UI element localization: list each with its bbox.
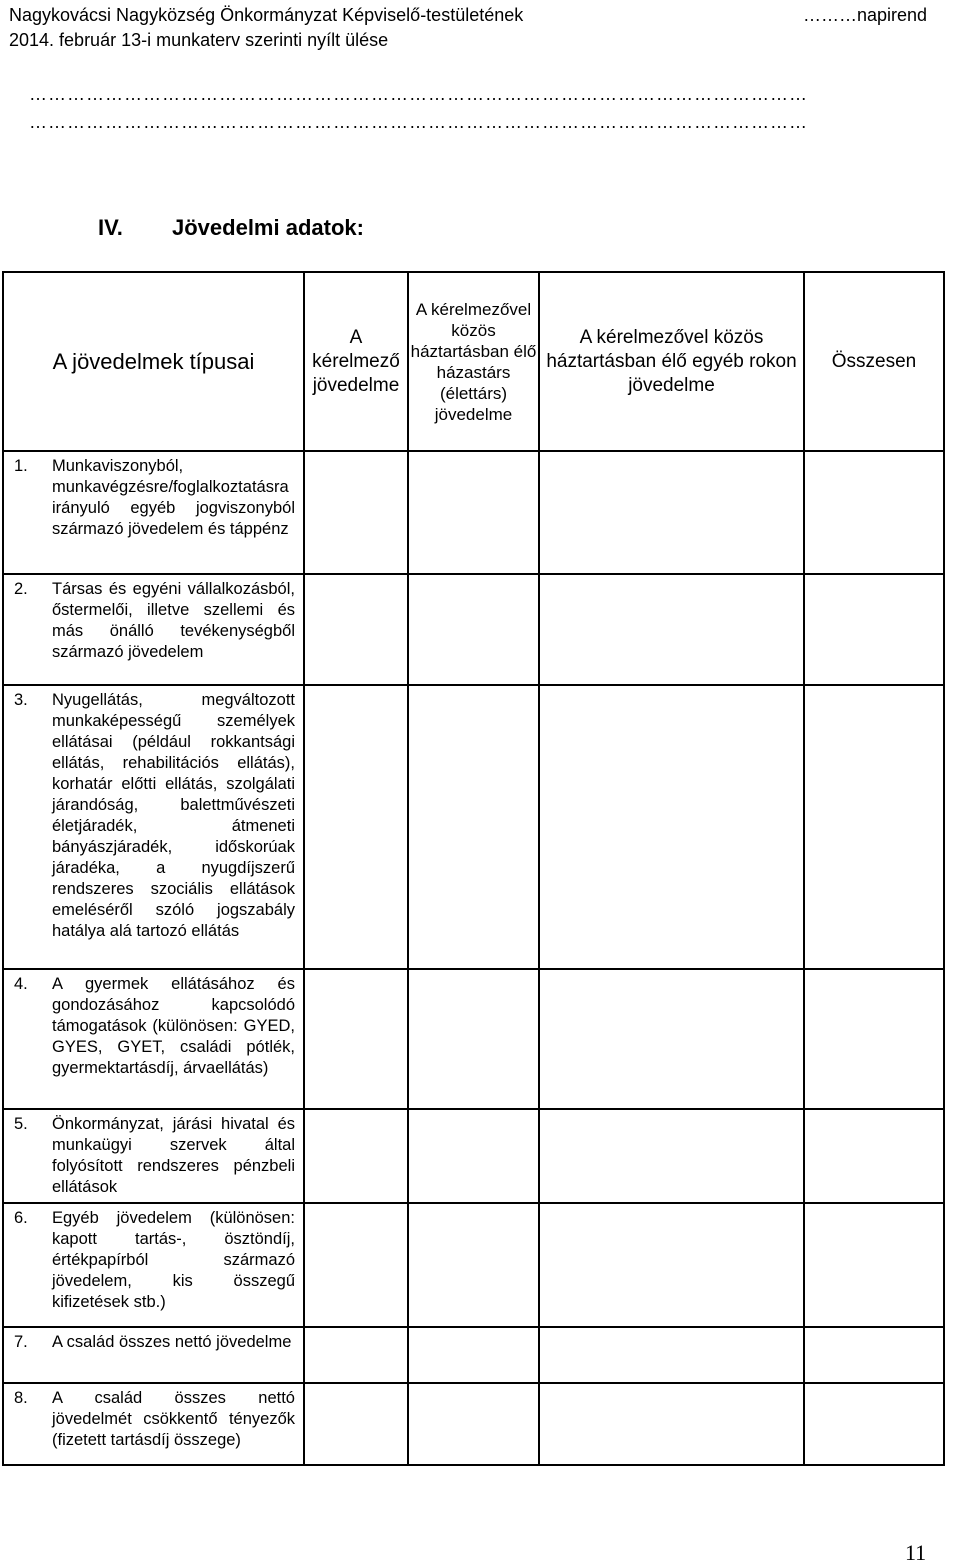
spouse-income-cell[interactable] — [408, 1203, 539, 1327]
income-type-cell — [3, 451, 304, 574]
header-spouse-income: A kérelmezővel közös háztartásban élő házastárs (élettárs) jövedelme — [408, 272, 539, 451]
applicant-income-cell[interactable] — [304, 1109, 408, 1203]
table-row — [3, 969, 944, 1109]
income-table — [2, 271, 945, 1466]
income-type-text — [4, 970, 303, 1083]
total-cell[interactable] — [804, 451, 944, 574]
total-cell[interactable] — [804, 1109, 944, 1203]
dotted-line-2: …………………………………………………………………………………………………………… — [29, 112, 808, 132]
row-number: 2. — [14, 580, 28, 598]
council-name: Nagykovácsi Nagyközség Önkormányzat Képviselő-testületének — [9, 5, 524, 25]
total-cell[interactable] — [804, 1203, 944, 1327]
income-type-cell — [3, 574, 304, 685]
table-header-row — [3, 272, 944, 451]
relative-income-cell[interactable] — [539, 1203, 804, 1327]
dotted-line-1: …………………………………………………………………………………………………………… — [29, 84, 808, 104]
table-row — [3, 1327, 944, 1383]
spouse-income-cell[interactable] — [408, 451, 539, 574]
header-applicant-income: A kérelmező jövedelme — [304, 272, 408, 451]
header-line-2 — [9, 28, 927, 53]
row-number: 3. — [14, 691, 28, 709]
income-type-text — [4, 686, 303, 946]
income-type-text — [4, 575, 303, 667]
table-row — [3, 1383, 944, 1465]
row-label: Nyugellátás, megváltozott munkaképességű személyek ellátásai (például rokkantsági ellátás, rehabilitációs ellátás), korhatár előtti ellátás, szolgálati járandóság, balettművészeti életjáradék, átmeneti bányászjáradék, időskorúak járadéka, a nyugdíjszerű rendszeres szociális ellátások emeléséről szóló jogszabály hatálya alá tartozó ellátás — [52, 691, 295, 940]
total-cell[interactable] — [804, 969, 944, 1109]
income-type-cell — [3, 1327, 304, 1383]
row-label: A család összes nettó jövedelmét csökkentő tényezők (fizetett tartásdíj összege) — [52, 1389, 295, 1449]
income-type-cell — [3, 685, 304, 969]
header-income-type: A jövedelmek típusai — [3, 272, 304, 451]
page-number: 11 — [905, 1540, 927, 1565]
row-label: A család összes nettó jövedelme — [52, 1333, 292, 1351]
income-type-cell — [3, 1203, 304, 1327]
table-row — [3, 1203, 944, 1327]
row-label: Munkaviszonyból, munkavégzésre/foglalkoztatásra irányuló egyéb jogviszonyból származó jövedelem és táppénz — [52, 457, 295, 538]
spouse-income-cell[interactable] — [408, 1327, 539, 1383]
row-label: Társas és egyéni vállalkozásból, őstermelői, illetve szellemi és más önálló tevékenységből származó jövedelem — [52, 580, 295, 661]
total-cell[interactable] — [804, 685, 944, 969]
section-heading: Jövedelmi adatok: — [172, 215, 364, 240]
row-number: 1. — [14, 457, 28, 475]
header-relative-income: A kérelmezővel közös háztartásban élő egyéb rokon jövedelme — [539, 272, 804, 451]
applicant-income-cell[interactable] — [304, 574, 408, 685]
applicant-income-cell[interactable] — [304, 1383, 408, 1465]
applicant-income-cell[interactable] — [304, 451, 408, 574]
spouse-income-cell[interactable] — [408, 1383, 539, 1465]
row-number: 6. — [14, 1209, 28, 1227]
income-type-text — [4, 1110, 303, 1202]
relative-income-cell[interactable] — [539, 1383, 804, 1465]
header-line-1 — [9, 3, 927, 28]
spouse-income-cell[interactable] — [408, 685, 539, 969]
relative-income-cell[interactable] — [539, 1109, 804, 1203]
row-number: 5. — [14, 1115, 28, 1133]
relative-income-cell[interactable] — [539, 969, 804, 1109]
income-type-cell — [3, 1383, 304, 1465]
income-type-text — [4, 1328, 303, 1357]
row-number: 8. — [14, 1389, 28, 1407]
header-total: Összesen — [804, 272, 944, 451]
meeting-date: 2014. február 13-i munkaterv szerinti nyílt ülése — [9, 30, 389, 50]
applicant-income-cell[interactable] — [304, 1327, 408, 1383]
row-label: Egyéb jövedelem (különösen: kapott tartás-, ösztöndíj, értékpapírból származó jövedelem, kis összegű kifizetések stb.) — [52, 1209, 295, 1311]
agenda-item: ………napirend — [802, 5, 927, 25]
row-number: 7. — [14, 1333, 28, 1351]
table-row — [3, 574, 944, 685]
income-type-cell — [3, 969, 304, 1109]
total-cell[interactable] — [804, 574, 944, 685]
total-cell[interactable] — [804, 1327, 944, 1383]
row-label: Önkormányzat, járási hivatal és munkaügyi szervek által folyósított rendszeres pénzbeli ellátások — [52, 1115, 295, 1196]
section-title — [98, 215, 364, 241]
income-type-cell — [3, 1109, 304, 1203]
applicant-income-cell[interactable] — [304, 1203, 408, 1327]
spouse-income-cell[interactable] — [408, 574, 539, 685]
income-type-text — [4, 1204, 303, 1317]
relative-income-cell[interactable] — [539, 451, 804, 574]
applicant-income-cell[interactable] — [304, 969, 408, 1109]
table-row — [3, 451, 944, 574]
table-row — [3, 1109, 944, 1203]
relative-income-cell[interactable] — [539, 574, 804, 685]
row-number: 4. — [14, 975, 28, 993]
relative-income-cell[interactable] — [539, 685, 804, 969]
spouse-income-cell[interactable] — [408, 1109, 539, 1203]
total-cell[interactable] — [804, 1383, 944, 1465]
income-type-text — [4, 1384, 303, 1455]
document-header — [9, 3, 927, 53]
applicant-income-cell[interactable] — [304, 685, 408, 969]
relative-income-cell[interactable] — [539, 1327, 804, 1383]
table-row — [3, 685, 944, 969]
section-number: IV. — [98, 215, 123, 240]
spouse-income-cell[interactable] — [408, 969, 539, 1109]
income-type-text — [4, 452, 303, 544]
row-label: A gyermek ellátásához és gondozásához kapcsolódó támogatások (különösen: GYED, GYES, GYET, családi pótlék, gyermektartásdíj, árvaellátás) — [52, 975, 295, 1077]
